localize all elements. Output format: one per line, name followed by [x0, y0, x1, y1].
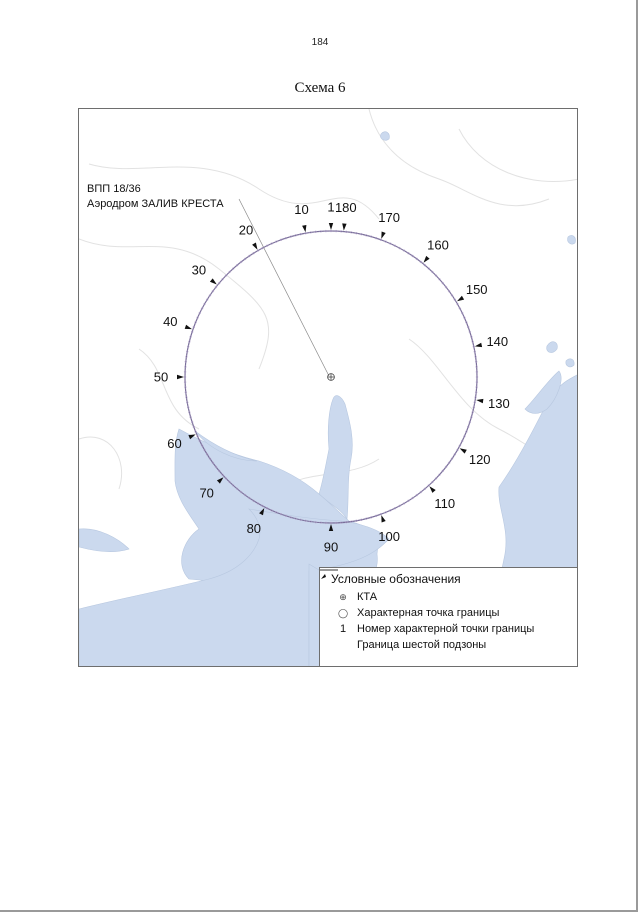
- boundary-number-icon: [331, 623, 355, 635]
- boundary-point-label: 60: [167, 435, 182, 451]
- boundary-number-sample: 1: [339, 623, 347, 635]
- legend-item-label: Граница шестой подзоны: [357, 639, 487, 651]
- boundary-point-tick: [429, 486, 435, 493]
- boundary-point-label: 90: [323, 539, 339, 555]
- boundary-point-label: 20: [238, 222, 254, 238]
- page-number: 184: [311, 37, 329, 48]
- boundary-point-label: 50: [153, 369, 169, 385]
- boundary-point-tick: [342, 223, 346, 230]
- boundary-point-label: 30: [191, 262, 207, 278]
- boundary-point-tick: [252, 243, 257, 250]
- boundary-point-label: 170: [378, 209, 400, 225]
- legend-item-label: КТА: [357, 591, 378, 603]
- boundary-point-label: 10: [294, 202, 309, 218]
- boundary-point-label: 40: [163, 314, 178, 330]
- boundary-point-tick: [185, 325, 192, 329]
- boundary-point-label: 80: [246, 521, 262, 536]
- runway-label-line1: ВПП 18/36: [87, 183, 141, 195]
- boundary-point-tick: [381, 232, 385, 239]
- boundary-point-tick: [381, 515, 385, 522]
- legend-item-label: Номер характерной точки границы: [357, 623, 535, 635]
- boundary-point-label: 120: [468, 451, 491, 467]
- scheme-title: Схема 6: [294, 80, 346, 96]
- runway-label: [87, 182, 224, 212]
- boundary-point-label: 150: [465, 281, 488, 297]
- boundary-point-tick: [475, 343, 482, 347]
- legend-title: Условные обозначения: [331, 572, 461, 586]
- legend-item-kta: [331, 589, 577, 605]
- boundary-point-label: 100: [378, 529, 400, 545]
- boundary-point-tick: [424, 256, 430, 263]
- kta-symbol-icon: ⊕: [339, 591, 347, 602]
- boundary-point-label: 130: [488, 396, 510, 412]
- boundary-point-tick: [210, 278, 217, 284]
- boundary-point-label: 1: [327, 199, 335, 215]
- boundary-point-label: 70: [199, 485, 214, 501]
- boundary-point-tick: [460, 448, 467, 453]
- boundary-point-label: 160: [427, 237, 449, 253]
- kta-symbol-icon: [328, 374, 335, 381]
- boundary-point-icon: ◯: [337, 607, 349, 618]
- boundary-point-label: 110: [434, 495, 456, 511]
- legend-item-label: Характерная точка границы: [357, 607, 500, 619]
- boundary-point-tick: [457, 296, 464, 302]
- legend-item-boundary-number: [331, 621, 577, 637]
- runway-label-line2: Аэродром ЗАЛИВ КРЕСТА: [87, 198, 224, 210]
- boundary-point-tick: [329, 223, 333, 230]
- map-frame: [78, 108, 578, 667]
- boundary-point-label: 180: [334, 200, 357, 216]
- boundary-point-tick: [302, 225, 306, 232]
- legend-item-boundary-line: [331, 637, 577, 653]
- legend-item-boundary-point: [331, 605, 577, 621]
- boundary-point-label: 140: [486, 334, 509, 350]
- boundary-point-tick: [177, 375, 184, 379]
- legend: [319, 567, 578, 667]
- boundary-point-tick: [476, 399, 483, 403]
